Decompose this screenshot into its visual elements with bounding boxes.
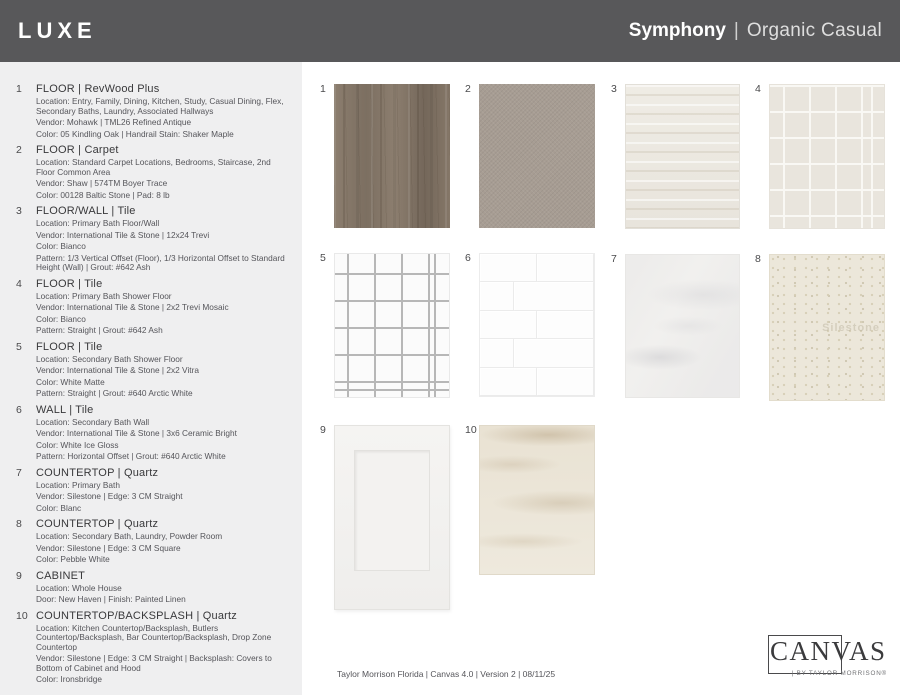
spec-number: 9 bbox=[16, 569, 22, 582]
swatch-board bbox=[302, 62, 900, 695]
brand-logo: LUXE bbox=[18, 18, 97, 43]
spec-number: 2 bbox=[16, 144, 22, 156]
spec-line: Color: 05 Kindling Oak | Handrail Stain: Shaker Maple bbox=[36, 128, 234, 139]
spec-line: Door: New Haven | Finish: Painted Linen bbox=[36, 594, 186, 604]
document-info: Taylor Morrison Florida | Canvas 4.0 | Version 2 | 08/11/25 bbox=[337, 669, 556, 679]
spec-number: 3 bbox=[16, 205, 22, 217]
spec-line: Location: Whole House bbox=[36, 582, 122, 593]
spec-line: Vendor: International Tile & Stone | 12x24 Trevi bbox=[36, 229, 210, 240]
style-name: Organic Casual bbox=[746, 20, 882, 41]
swatch-carpet bbox=[479, 84, 595, 228]
spec-line: Location: Primary Bath bbox=[36, 479, 120, 490]
spec-number: 5 bbox=[16, 340, 22, 353]
spec-line: Vendor: Silestone | Edge: 3 CM Straight bbox=[36, 491, 183, 501]
spec-number: 1 bbox=[16, 83, 22, 95]
spec-item-9 bbox=[16, 570, 290, 605]
spec-line: Location: Secondary Bath Shower Floor bbox=[36, 353, 183, 364]
spec-line: Pattern: Horizontal Offset | Grout: #640 Arctic White bbox=[36, 451, 226, 461]
swatch-quartz-blanc bbox=[625, 254, 740, 398]
spec-title: FLOOR | RevWood Plus bbox=[36, 83, 160, 95]
spec-item-4 bbox=[16, 278, 290, 336]
spec-line: Pattern: Straight | Grout: #640 Arctic White bbox=[36, 388, 193, 398]
spec-title: WALL | Tile bbox=[36, 403, 94, 416]
spec-line: Color: Pebble White bbox=[36, 554, 110, 564]
spec-number: 8 bbox=[16, 518, 22, 530]
spec-line: Location: Primary Bath Floor/Wall bbox=[36, 218, 160, 228]
swatch-subway-tile bbox=[479, 253, 595, 397]
spec-title: COUNTERTOP/BACKSPLASH | Quartz bbox=[36, 609, 238, 622]
header-bar bbox=[0, 0, 900, 62]
spec-line: Color: White Matte bbox=[36, 376, 105, 387]
spec-title: COUNTERTOP | Quartz bbox=[36, 518, 159, 530]
title-divider: | bbox=[733, 20, 739, 41]
spec-line: Color: Ironsbridge bbox=[36, 674, 102, 684]
swatch-trevi-tile bbox=[625, 84, 740, 229]
spec-item-2 bbox=[16, 144, 290, 200]
spec-item-5 bbox=[16, 341, 290, 399]
spec-number: 6 bbox=[16, 403, 22, 416]
spec-line: Color: Blanc bbox=[36, 502, 82, 513]
spec-line: Location: Secondary Bath, Laundry, Powder Room bbox=[36, 531, 223, 541]
swatch-number-10: 10 bbox=[465, 424, 477, 436]
spec-item-8 bbox=[16, 518, 290, 565]
swatch-number-8: 8 bbox=[755, 253, 761, 265]
swatch-number-1: 1 bbox=[320, 83, 326, 95]
spec-line: Color: Bianco bbox=[36, 241, 86, 251]
swatch-trevi-mosaic bbox=[769, 84, 885, 229]
swatch-number-3: 3 bbox=[611, 83, 617, 95]
swatch-vitra-mosaic bbox=[334, 253, 450, 398]
spec-title: FLOOR | Carpet bbox=[36, 144, 119, 156]
spec-line: Vendor: Silestone | Edge: 3 CM Straight | Backsplash: Covers to Bottom of Cabinet and Hood bbox=[36, 653, 272, 673]
swatch-quartz-pebble-white bbox=[769, 254, 885, 401]
spec-line: Pattern: Straight | Grout: #642 Ash bbox=[36, 325, 163, 335]
spec-line: Vendor: Mohawk | TML26 Refined Antique bbox=[36, 117, 192, 127]
spec-number: 7 bbox=[16, 466, 22, 479]
spec-item-7 bbox=[16, 467, 290, 514]
spec-line: Color: Bianco bbox=[36, 313, 86, 324]
spec-title: FLOOR | Tile bbox=[36, 340, 103, 353]
spec-line: Color: 00128 Baltic Stone | Pad: 8 lb bbox=[36, 189, 170, 200]
swatch-revwood-wood bbox=[334, 84, 450, 228]
canvas-logo bbox=[768, 634, 888, 682]
spec-item-6 bbox=[16, 404, 290, 462]
sheet-title bbox=[629, 20, 882, 42]
swatch-number-4: 4 bbox=[755, 83, 761, 95]
spec-item-3 bbox=[16, 205, 290, 273]
swatch-number-5: 5 bbox=[320, 252, 326, 264]
swatch-quartz-ironsbridge bbox=[479, 425, 595, 575]
spec-line: Location: Standard Carpet Locations, Bedrooms, Staircase, 2nd Floor Common Area bbox=[36, 157, 271, 177]
spec-item-10 bbox=[16, 610, 290, 685]
spec-title: COUNTERTOP | Quartz bbox=[36, 466, 159, 479]
spec-line: Color: White Ice Gloss bbox=[36, 439, 119, 450]
spec-number: 4 bbox=[16, 277, 22, 290]
swatch-number-7: 7 bbox=[611, 253, 617, 265]
spec-number: 10 bbox=[16, 609, 28, 622]
spec-line: Location: Primary Bath Shower Floor bbox=[36, 290, 172, 301]
spec-line: Location: Entry, Family, Dining, Kitchen, Study, Casual Dining, Flex, Secondary Baths, Laundry, Associated Hallways bbox=[36, 96, 284, 116]
spec-line: Vendor: International Tile & Stone | 2x2 Vitra bbox=[36, 365, 199, 375]
spec-sidebar bbox=[0, 62, 302, 695]
spec-line: Location: Secondary Bath Wall bbox=[36, 416, 150, 427]
spec-line: Vendor: International Tile & Stone | 3x6 Ceramic Bright bbox=[36, 428, 237, 438]
spec-item-1 bbox=[16, 83, 290, 139]
spec-line: Vendor: Silestone | Edge: 3 CM Square bbox=[36, 542, 181, 553]
spec-line: Pattern: 1/3 Vertical Offset (Floor), 1/3 Horizontal Offset to Standard Height (Wall) | Grout: #642 Ash bbox=[36, 252, 285, 272]
silestone-watermark: Silestone bbox=[822, 321, 880, 334]
spec-line: Location: Kitchen Countertop/Backsplash, Butlers Countertop/Backsplash, Bar Countertop/Backsplash, Drop Zone Countertop bbox=[36, 622, 272, 652]
swatch-number-9: 9 bbox=[320, 424, 326, 436]
spec-title: FLOOR/WALL | Tile bbox=[36, 205, 136, 217]
spec-line: Vendor: International Tile & Stone | 2x2 Trevi Mosaic bbox=[36, 302, 229, 312]
cabinet-panel bbox=[354, 450, 430, 571]
canvas-tagline: | BY TAYLOR MORRISON® bbox=[791, 670, 887, 677]
canvas-wordmark: CANVAS bbox=[770, 636, 887, 666]
spec-title: FLOOR | Tile bbox=[36, 277, 103, 290]
spec-title: CABINET bbox=[36, 569, 86, 582]
spec-line: Vendor: Shaw | 574TM Boyer Trace bbox=[36, 178, 168, 188]
collection-name: Symphony bbox=[628, 20, 726, 41]
swatch-number-2: 2 bbox=[465, 83, 471, 95]
swatch-number-6: 6 bbox=[465, 252, 471, 264]
swatch-cabinet-door bbox=[334, 425, 450, 610]
